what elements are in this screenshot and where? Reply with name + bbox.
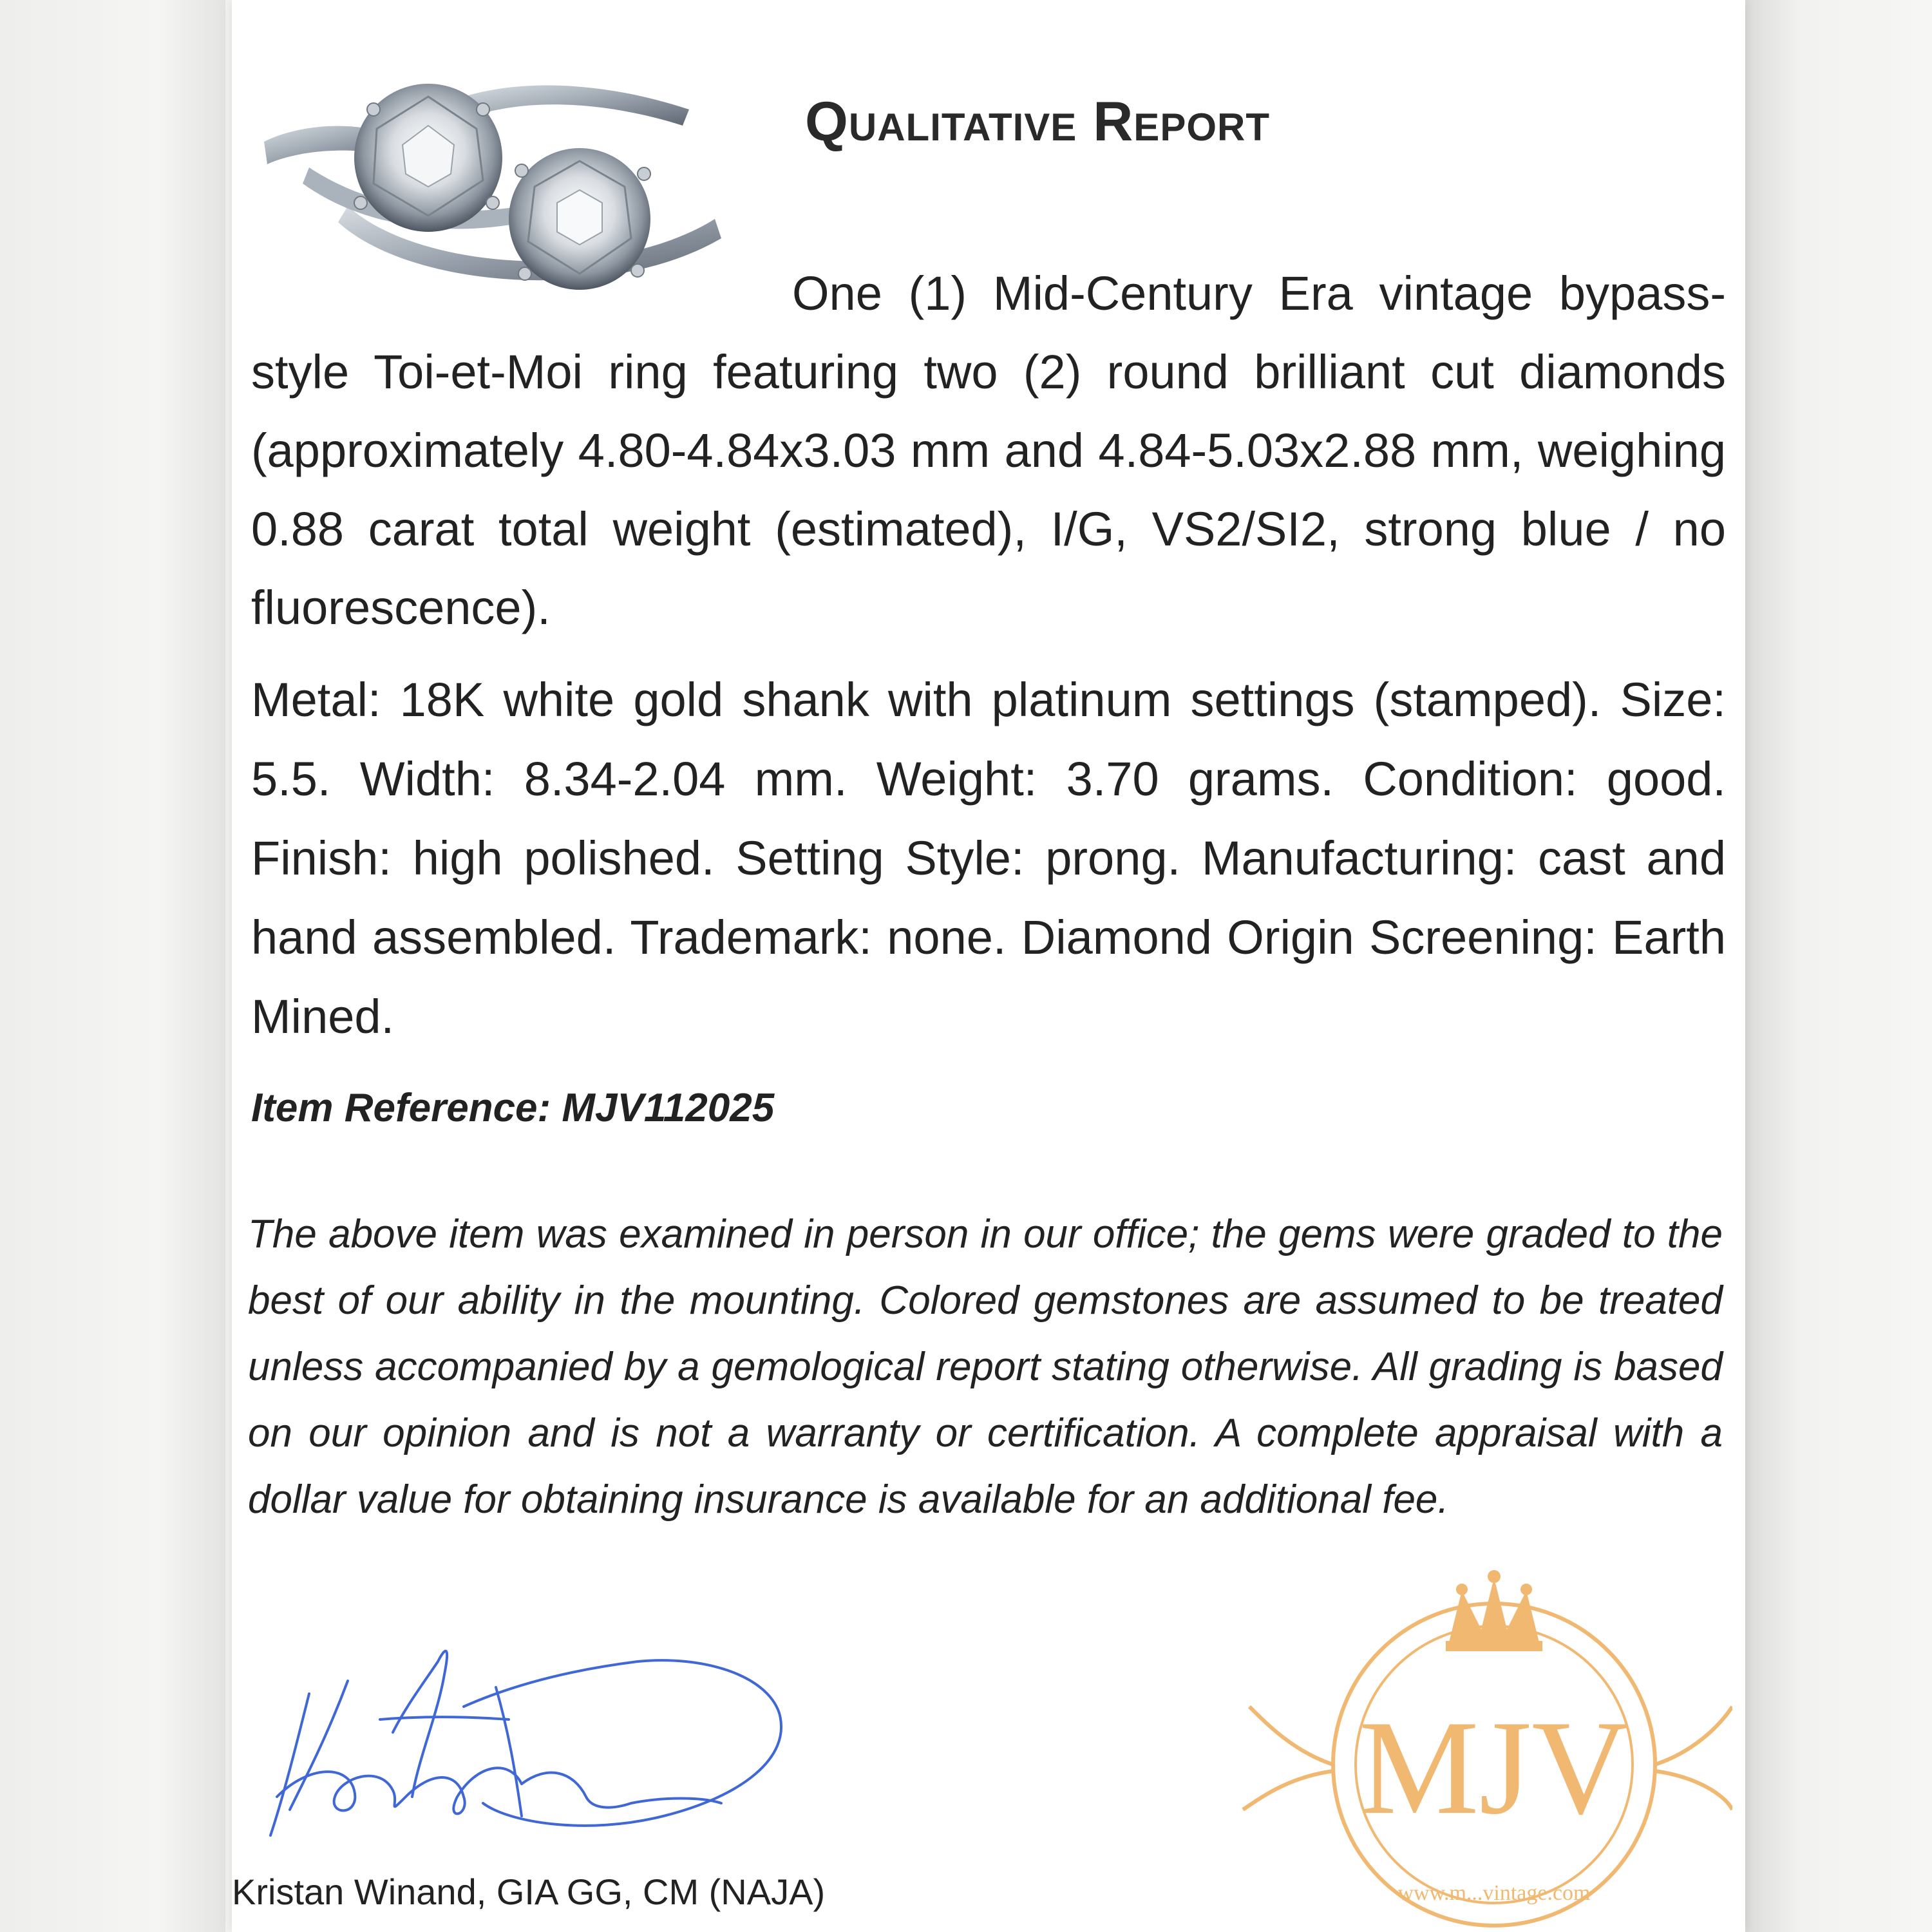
seal-monogram: MJV: [1358, 1693, 1630, 1842]
mjv-seal: [1217, 1565, 1732, 1932]
item-reference: Item Reference: MJV112025: [251, 1086, 775, 1130]
signer-name: Kristan Winand, GIA GG, CM (NAJA): [232, 1871, 826, 1912]
item-description: [251, 254, 1726, 647]
report-card: [232, 0, 1745, 1932]
seal-ring-text: www.m...vintage.com: [1397, 1881, 1591, 1905]
item-specifications: Metal: 18K white gold shank with platinum settings (stamped). Size: 5.5. Width: 8.34-2.04 mm. Weight: 3.70 grams. Condition: good. Finish: high polished. Setting Style: prong. Manufacturing: cast and hand assembled. Trademark: none. Diamond Origin Screening: Earth Mined.: [251, 673, 1726, 1043]
disclaimer: The above item was examined in person in our office; the gems were graded to the best of our ability in the mounting. Colored gemstones are assumed to be treated unless accompanied by a gemological report stating otherwise. All grading is based on our opinion and is not a warranty or certification. A complete appraisal with a dollar value for obtaining insurance is available for an additional fee.: [248, 1212, 1723, 1522]
signature: [251, 1604, 818, 1855]
background-left: [0, 0, 225, 1932]
description-text: One (1) Mid-Century Era vintage bypass-style Toi-et-Moi ring featuring two (2) round brilliant cut diamonds (approximately 4.80-4.84x3.03 mm and 4.84-5.03x2.88 mm, weighing 0.88 carat total weight (estimated), I/G, VS2/SI2, strong blue / no fluorescence).: [251, 267, 1726, 634]
background-right: [1745, 0, 1932, 1932]
report-title: Qualitative Report: [805, 91, 1270, 153]
